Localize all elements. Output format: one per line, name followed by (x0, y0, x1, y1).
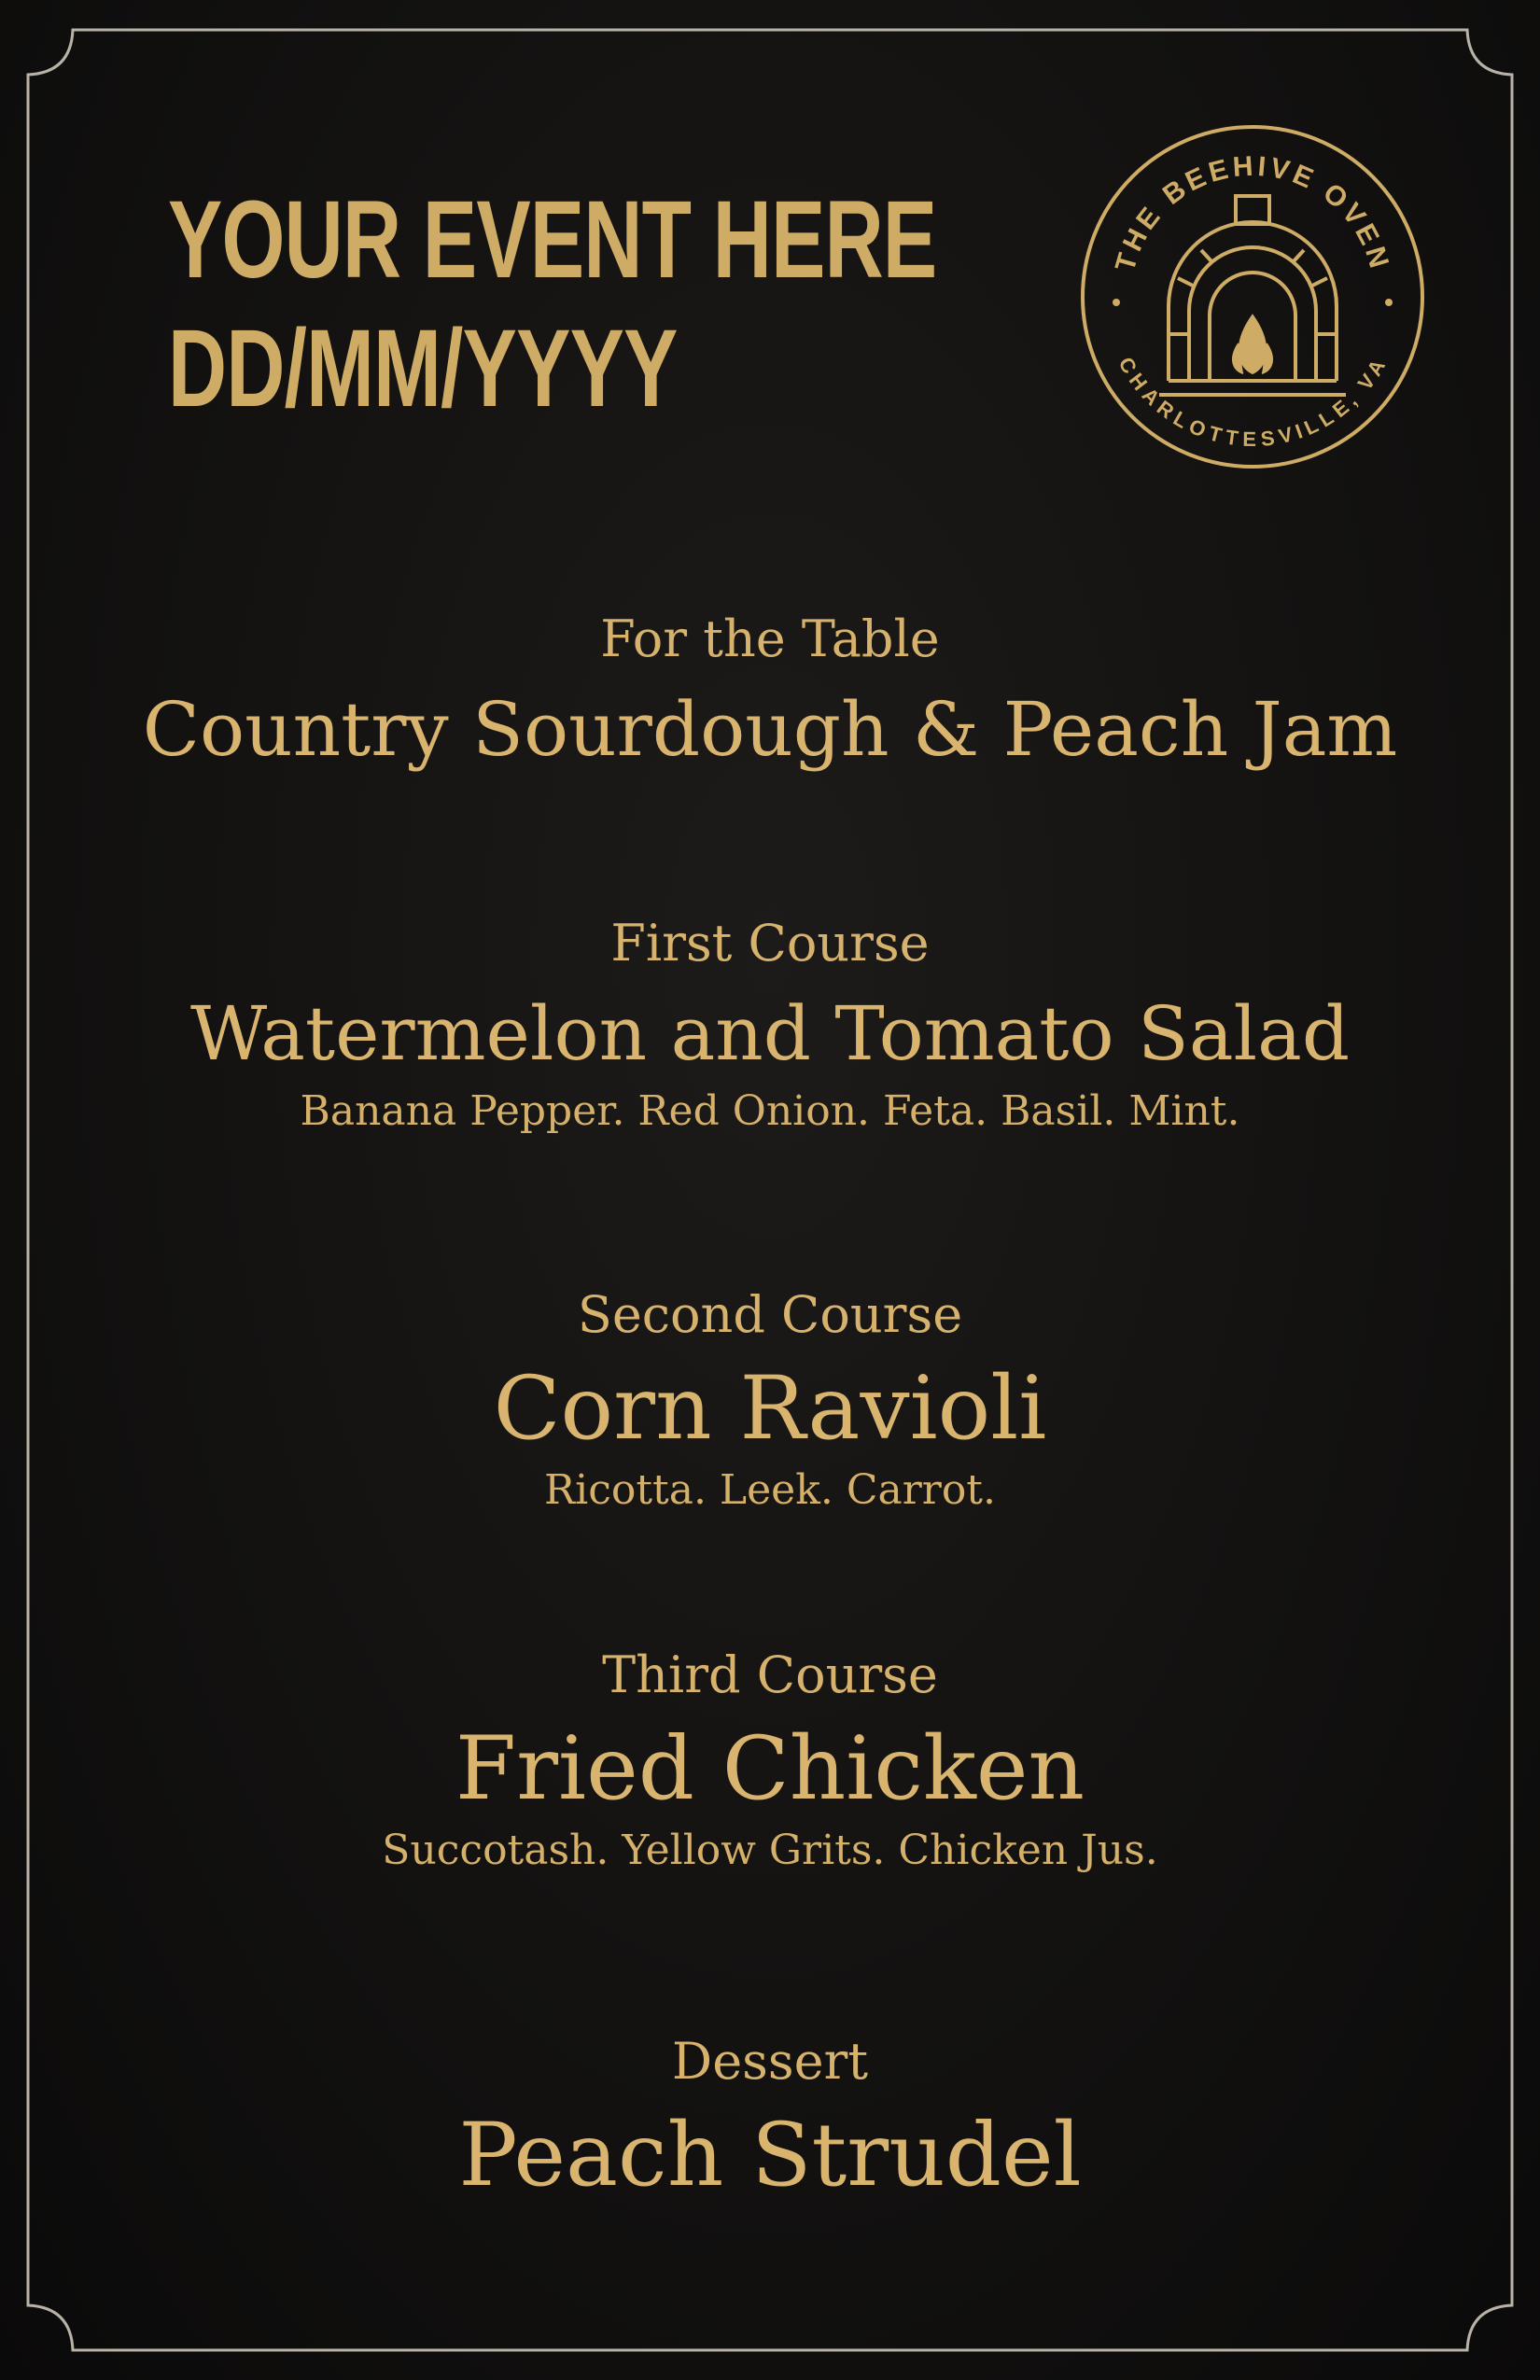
svg-text:THE BEEHIVE OVEN (1110, 151, 1395, 275)
dish-name: Peach Strudel (458, 2105, 1082, 2206)
course-label: First Course (610, 914, 930, 973)
dish-name: Corn Ravioli (493, 1358, 1047, 1460)
menu-section-first-course (93, 902, 1447, 1141)
beehive-oven-logo (1075, 119, 1430, 474)
dish-name: Fried Chicken (455, 1718, 1085, 1820)
course-label: Second Course (577, 1285, 963, 1344)
logo-top-text: THE BEEHIVE OVEN (1110, 150, 1396, 275)
course-label: Third Course (602, 1645, 938, 1704)
dish-description: Ricotta. Leek. Carrot. (544, 1466, 996, 1514)
course-label: Dessert (671, 2032, 869, 2091)
dish-name: Country Sourdough & Peach Jam (142, 686, 1398, 773)
event-title: YOUR EVENT HERE (168, 178, 937, 301)
event-header (168, 175, 937, 433)
event-date: DD/MM/YYYY (168, 307, 678, 430)
menu-section-for-the-table (93, 597, 1447, 778)
dish-description: Succotash. Yellow Grits. Chicken Jus. (382, 1827, 1158, 1874)
dish-name: Watermelon and Tomato Salad (189, 990, 1351, 1077)
menu-section-second-course (93, 1273, 1447, 1519)
menu-section-third-course (93, 1633, 1447, 1880)
menu-section-dessert (93, 2020, 1447, 2208)
course-label: For the Table (600, 609, 940, 668)
dish-description: Banana Pepper. Red Onion. Feta. Basil. Mint. (300, 1087, 1240, 1135)
logo-bottom-text: CHARLOTTESVILLE, VA (1113, 353, 1392, 452)
